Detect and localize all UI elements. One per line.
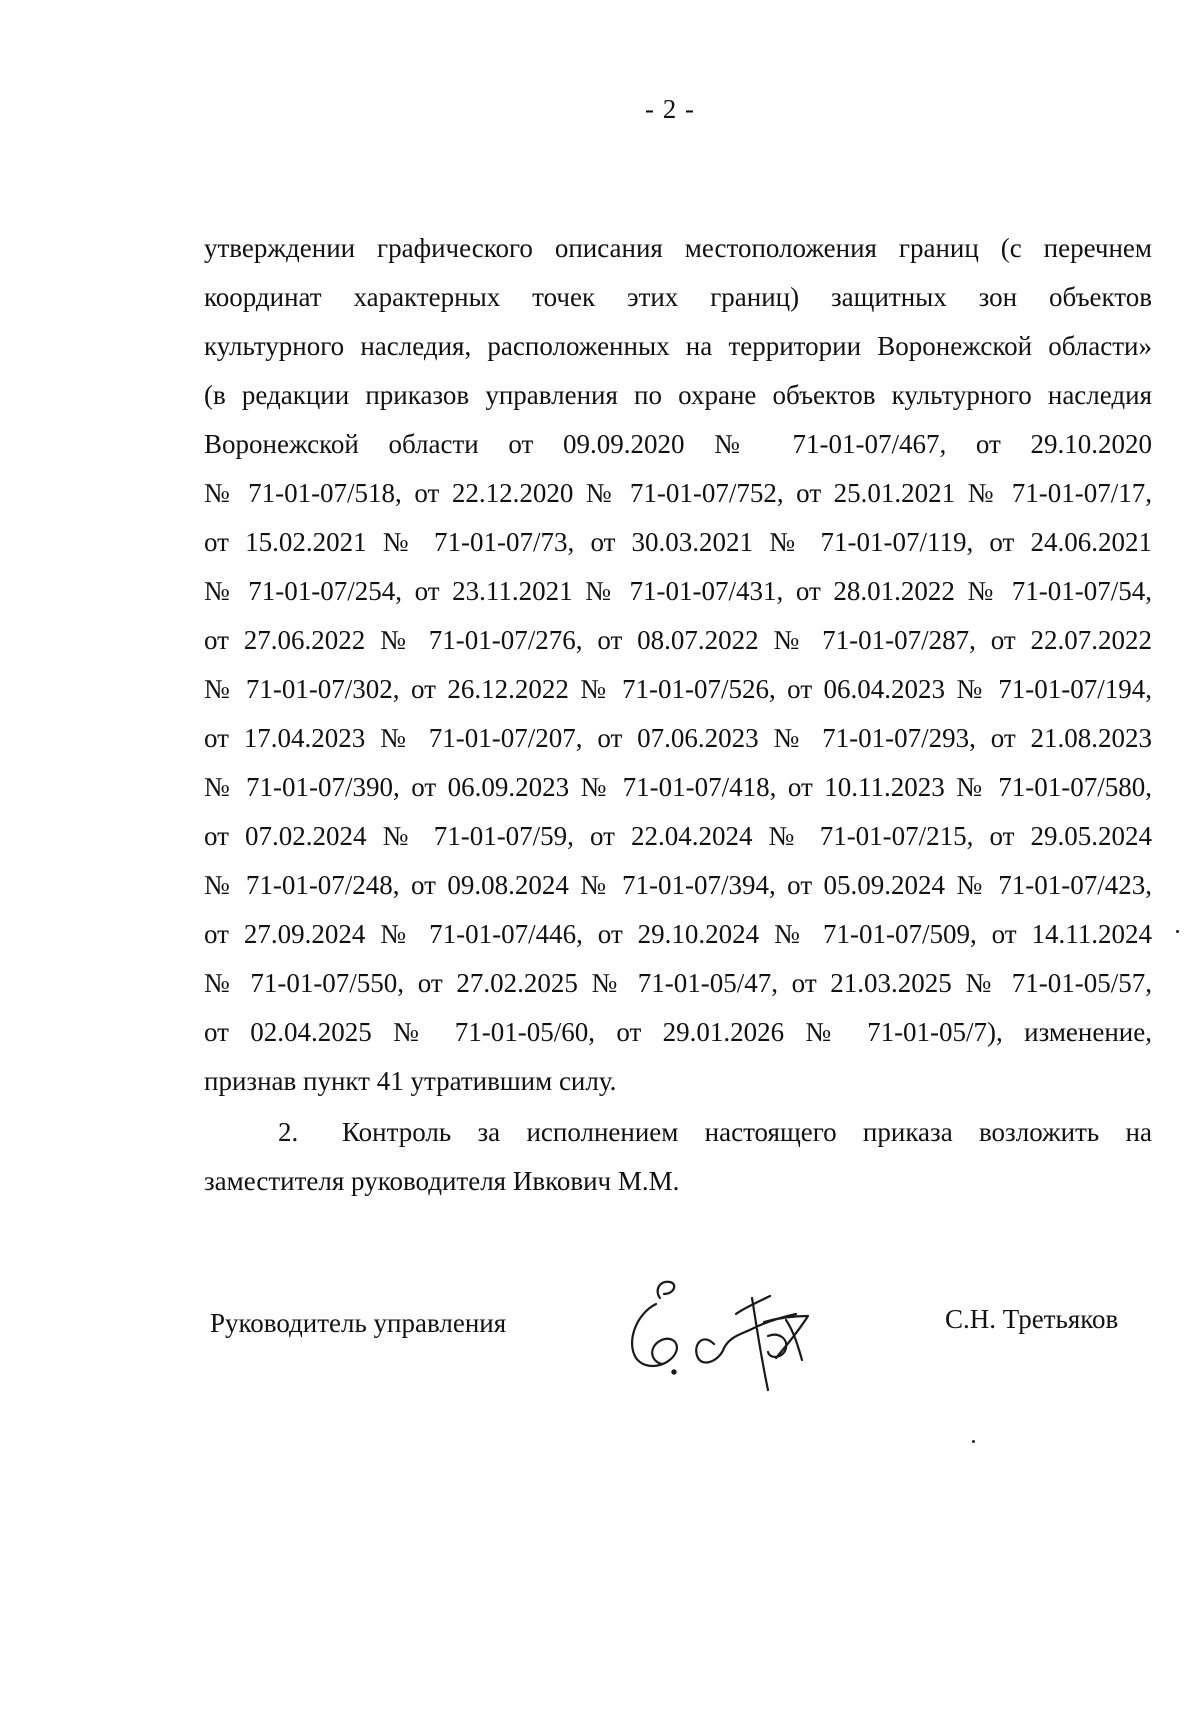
signer-title: Руководитель управления	[210, 1308, 507, 1338]
item-2-paragraph	[204, 1108, 1152, 1206]
paragraph-line: от 27.06.2022 № 71-01-07/276, от 08.07.2022 № 71-01-07/287, от 22.07.2022	[204, 625, 1152, 655]
page-number: - 2 -	[645, 94, 695, 124]
handwritten-signature	[618, 1262, 838, 1397]
paragraph-line: от 15.02.2021 № 71-01-07/73, от 30.03.2021 № 71-01-07/119, от 24.06.2021	[204, 527, 1152, 557]
paragraph-line: № 71-01-07/390, от 06.09.2023 № 71-01-07/418, от 10.11.2023 № 71-01-07/580,	[204, 772, 1152, 802]
paragraph-line: № 71-01-07/302, от 26.12.2022 № 71-01-07/526, от 06.04.2023 № 71-01-07/194,	[204, 674, 1152, 704]
paragraph-line: от 02.04.2025 № 71-01-05/60, от 29.01.2026 № 71-01-05/7), изменение,	[204, 1017, 1152, 1047]
item-2-second-line: заместителя руководителя Ивкович М.М.	[204, 1166, 680, 1196]
paragraph-line: № 71-01-07/550, от 27.02.2025 № 71-01-05/47, от 21.03.2025 № 71-01-05/57,	[204, 968, 1152, 998]
paragraph-line: № 71-01-07/248, от 09.08.2024 № 71-01-07/394, от 05.09.2024 № 71-01-07/423,	[204, 870, 1152, 900]
paragraph-line: № 71-01-07/254, от 23.11.2021 № 71-01-07/431, от 28.01.2022 № 71-01-07/54,	[204, 576, 1152, 606]
scan-speck	[972, 1440, 975, 1443]
paragraph-line: от 27.09.2024 № 71-01-07/446, от 29.10.2024 № 71-01-07/509, от 14.11.2024	[204, 919, 1152, 949]
paragraph-line: утверждении графического описания местоположения границ (с перечнем	[204, 233, 1152, 263]
main-paragraph	[204, 224, 1152, 1106]
paragraph-line: от 07.02.2024 № 71-01-07/59, от 22.04.2024 № 71-01-07/215, от 29.05.2024	[204, 821, 1152, 851]
paragraph-line: культурного наследия, расположенных на территории Воронежской области»	[204, 331, 1152, 361]
paragraph-line: координат характерных точек этих границ) защитных зон объектов	[204, 282, 1152, 312]
item-2-first-line	[204, 1108, 1152, 1157]
paragraph-line: от 17.04.2023 № 71-01-07/207, от 07.06.2023 № 71-01-07/293, от 21.08.2023	[204, 723, 1152, 753]
paragraph-line: (в редакции приказов управления по охране объектов культурного наследия	[204, 380, 1152, 410]
signature-block	[0, 1292, 1200, 1412]
paragraph-line: № 71-01-07/518, от 22.12.2020 № 71-01-07/752, от 25.01.2021 № 71-01-07/17,	[204, 478, 1152, 508]
signer-name: С.Н. Третьяков	[945, 1304, 1119, 1334]
paragraph-line: признав пункт 41 утратившим силу.	[204, 1066, 617, 1096]
paragraph-line: Воронежской области от 09.09.2020 № 71-01-07/467, от 29.10.2020	[204, 429, 1152, 459]
scan-speck	[1176, 930, 1179, 933]
item-number: 2.	[278, 1117, 299, 1147]
item-2-text: Контроль за исполнением настоящего приказа возложить на	[342, 1117, 1152, 1147]
